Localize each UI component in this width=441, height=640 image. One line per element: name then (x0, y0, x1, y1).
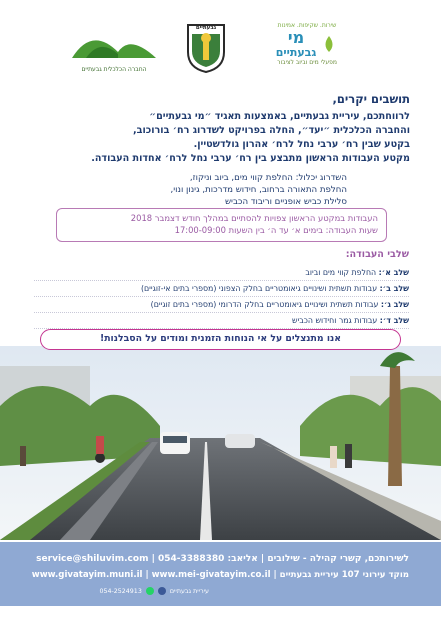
economic-company-name: החברה הכלכלית גבעתיים (81, 66, 147, 73)
water-drop-icon (320, 35, 338, 53)
schedule-completion: העבודות במקטע הראשון צפויות להסתיים במהלך חודש דצמבר 2018 (130, 213, 378, 223)
intro-line: בקטע שבין רח׳ ערבי נחל לרח׳ אהרון גולדשטיין. (193, 139, 410, 150)
stage-item (34, 297, 409, 313)
street-rendering-image (0, 346, 441, 540)
scope-line: סלילת כביש אופניים וריבוד הכביש (224, 197, 347, 207)
stage-description: עבודות גמר וחידוש הכביש (292, 316, 380, 325)
stage-description: עבודות תשתית ושינויים גיאומטריים בחלק הדרומי (מספרי בתים זוגיים) (150, 300, 381, 309)
stage-item (34, 265, 409, 281)
stage-label: שלב ג׳: (380, 300, 409, 309)
mi-line1: מי (287, 28, 305, 47)
stage-label: שלב ב׳: (379, 284, 409, 293)
intro-paragraph (25, 110, 410, 166)
schedule-box (56, 208, 387, 242)
schedule-hours: שעות העבודה: בימים א׳ עד ה׳ בין השעות 17:00-09:00 (174, 225, 378, 235)
contact-footer (0, 542, 441, 606)
stage-label: שלב א׳: (378, 268, 409, 277)
mi-slogan: שירות. שקיפות. אמינות (277, 22, 337, 29)
mi-line2: גבעתיים (275, 46, 317, 59)
whatsapp-contact (99, 587, 209, 595)
logo-row (0, 22, 441, 84)
economic-company-logo (66, 22, 162, 74)
stages-title: שלבי העבודה: (345, 249, 409, 260)
whatsapp-icon (146, 587, 154, 595)
whatsapp-label: עיריית גבעתיים (169, 587, 209, 595)
scope-line: החלפת התאורה ברחוב, חידוש מדרכות, גינון ונוי, (170, 185, 347, 195)
work-stages (34, 249, 409, 329)
stage-item (34, 281, 409, 297)
stage-label: שלב ד׳: (379, 316, 409, 325)
intro-line: מקטע העבודות הראשון מתבצע בין רח׳ ערבי נחל לרח׳ אחדות העבודה. (91, 153, 410, 164)
community-contact: לשירותכם, קשרי קהילה - שילובים | אליאב: 054-3388380 | service@shiluvim.com (36, 554, 409, 564)
stage-description: עבודות תשתית ושינויים גיאומטריים בחלק הצפוני (מספרי בתים אי-זוגיים) (140, 284, 380, 293)
hotline-websites: מוקד עירוני 107 עיריית גבעתיים | www.givatayim.muni.il | www.mei-givatayim.co.il (31, 570, 409, 580)
apology-banner: אנו מתנצלים על אי הנוחות הזמנית ומודים על הסבלנות! (40, 329, 401, 350)
city-badge-text: גבעתיים (195, 25, 217, 31)
mei-givatayim-logo (262, 22, 352, 66)
stage-item (34, 313, 409, 329)
mi-tagline: מפעלי מים וביוב לציבור (277, 59, 337, 66)
whatsapp-number: 054-2524913 (99, 587, 142, 595)
facebook-icon (158, 587, 166, 595)
city-emblem (185, 22, 227, 78)
hills-icon (66, 22, 162, 62)
greeting-heading: תושבים יקרים, (332, 92, 410, 106)
scope-line: השדרוג יכלול: החלפת קווי מים, ביוב וניקוז, (189, 173, 347, 183)
scope-paragraph (27, 172, 347, 208)
intro-line: והחברה הכלכלית ״יעד״, החלה בפרויקט לשדרוג רח׳ בורוכוב, (133, 125, 410, 136)
stage-description: החלפת קווי מים וביוב (305, 268, 379, 277)
intro-line: לרווחתכם, עיריית גבעתיים, באמצעות תאגיד ״מי גבעתיים״ (149, 111, 410, 122)
